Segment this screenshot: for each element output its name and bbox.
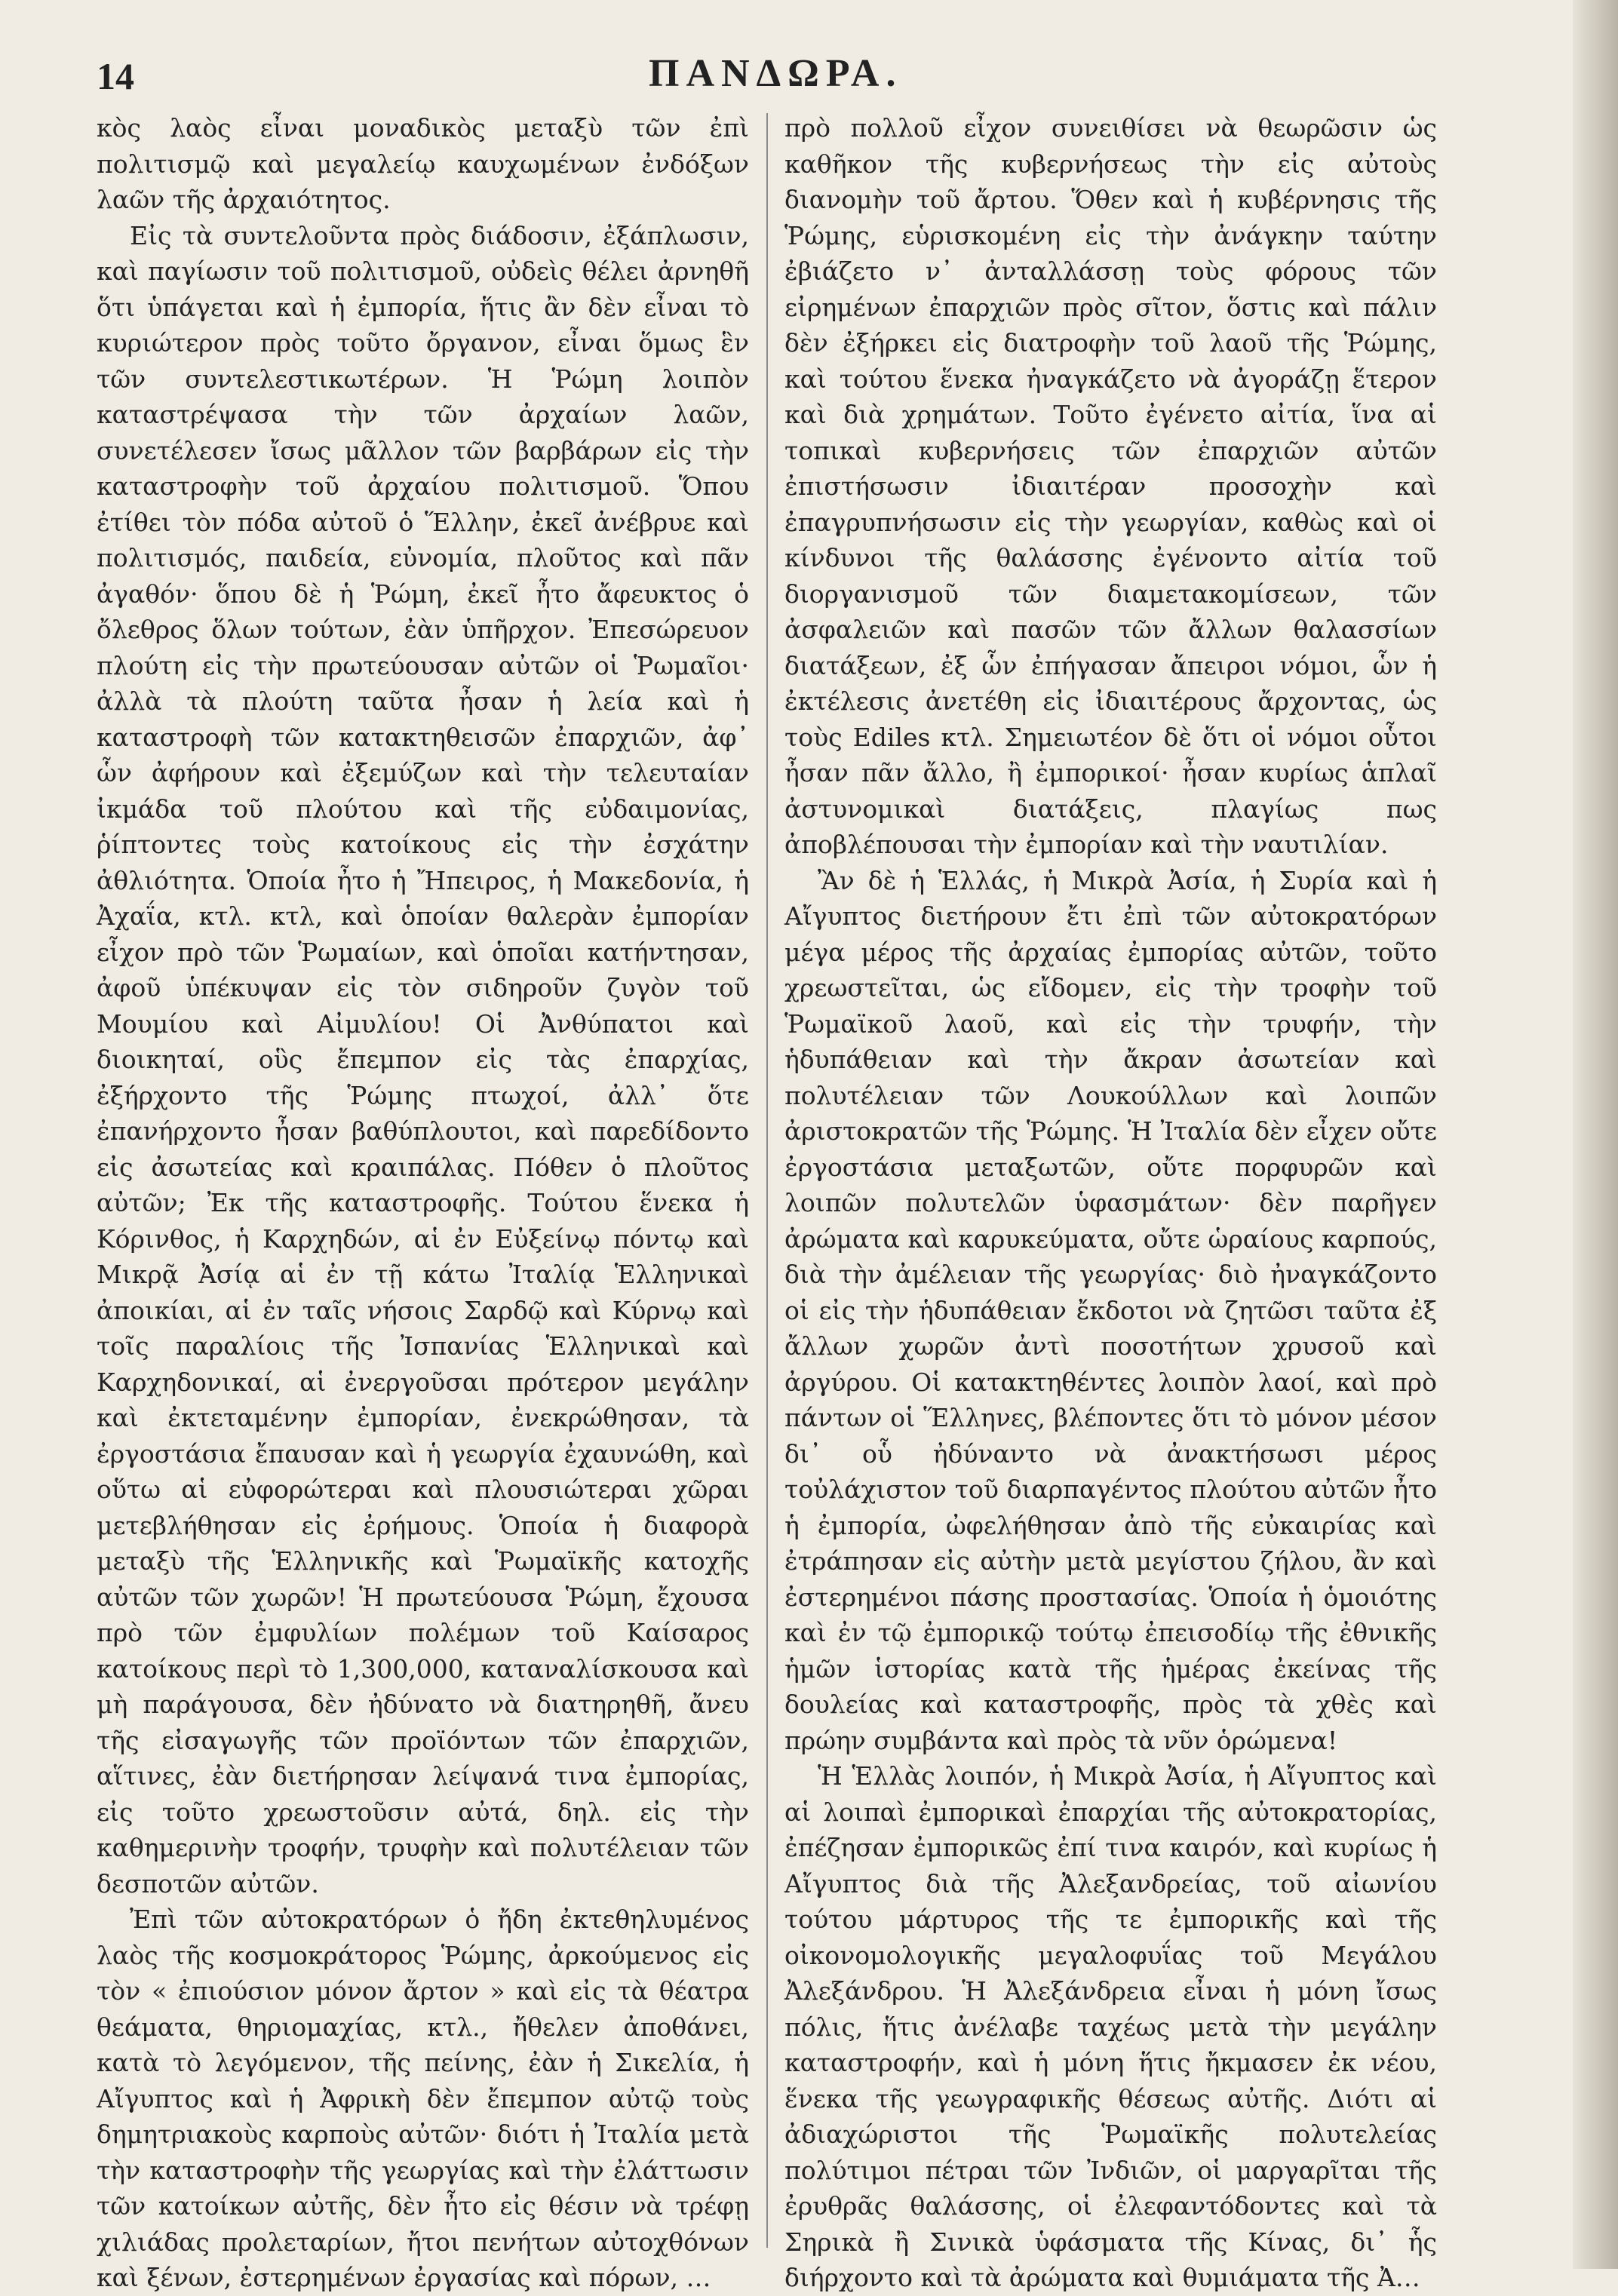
paragraph: κὸς λαὸς εἶναι μοναδικὸς μεταξὺ τῶν ἐπὶ πολιτισμῷ καὶ μεγαλείῳ καυχωμένων ἐνδόξων λαῶν τῆς ἀρχαιότητος.	[97, 113, 749, 214]
paragraph: Ἂν δὲ ἡ Ἑλλάς, ἡ Μικρὰ Ἀσία, ἡ Συρία καὶ ἡ Αἴγυπτος διετήρουν ἔτι ἐπὶ τῶν αὐτοκρατόρων μέγα μέρος τῆς ἀρχαίας ἐμπορίας αὐτῶν, τοῦτο χρεωστεῖται, ὡς εἴδομεν, εἰς τὴν τροφὴν τοῦ Ῥωμαϊκοῦ λαοῦ, καὶ εἰς τὴν τρυφήν, τὴν ἡδυπάθειαν καὶ τὴν ἄκραν ἀσωτείαν καὶ πολυτέλειαν τῶν Λουκούλλων καὶ λοιπῶν ἀριστοκρατῶν τῆς Ῥώμης. Ἡ Ἰταλία δὲν εἶχεν οὔτε ἐργοστάσια μεταξωτῶν, οὔτε πορφυρῶν καὶ λοιπῶν πολυτελῶν ὑφασμάτων· δὲν παρῆγεν ἀρώματα καὶ καρυκεύματα, οὔτε ὡραίους καρπούς, διὰ τὴν ἀμέλειαν τῆς γεωργίας· διὸ ἠναγκάζοντο οἱ εἰς τὴν ἡδυπάθειαν ἔκδοτοι νὰ ζητῶσι ταῦτα ἐξ ἄλλων χωρῶν ἀντὶ ποσοτήτων χρυσοῦ καὶ ἀργύρου. Οἱ κατακτηθέντες λοιπὸν λαοί, καὶ πρὸ πάντων οἱ Ἕλληνες, βλέποντες ὅτι τὸ μόνον μέσον δι᾽ οὗ ἠδύναντο νὰ ἀνακτήσωσι μέρος τοὐλάχιστον τοῦ διαρπαγέντος πλούτου αὐτῶν ἦτο ἡ ἐμπορία, ὠφελήθησαν ἀπὸ τῆς εὐκαιρίας καὶ ἐτράπησαν εἰς αὐτὴν μετὰ μεγίστου ζήλου, ἂν καὶ ἐστερημένοι πάσης προστασίας. Ὁποία ἡ ὁμοιότης καὶ ἐν τῷ ἐμπορικῷ τούτῳ ἐπεισοδίῳ τῆς ἐθνικῆς ἡμῶν ἱστορίας κατὰ τῆς ἡμέρας ἐκείνας τῆς δουλείας καὶ καταστροφῆς, πρὸς τὰ χθὲς καὶ πρώην συμβάντα καὶ πρὸς τὰ νῦν ὁρώμενα!	[784, 865, 1437, 1755]
page-header	[0, 0, 1618, 113]
paragraph: Ἡ Ἑλλὰς λοιπόν, ἡ Μικρὰ Ἀσία, ἡ Αἴγυπτος καὶ αἱ λοιπαὶ ἐμπορικαὶ ἐπαρχίαι τῆς αὐτοκρατορίας, ἐπέζησαν ἐμπορικῶς ἐπί τινα καιρόν, καὶ κυρίως ἡ Αἴγυπτος διὰ τῆς Ἀλεξανδρείας, τοῦ αἰωνίου τούτου μάρτυρος τῆς τε ἐμπορικῆς καὶ τῆς οἰκονομολογικῆς μεγαλοφυΐας τοῦ Μεγάλου Ἀλεξάνδρου. Ἡ Ἀλεξάνδρεια εἶναι ἡ μόνη ἴσως πόλις, ἥτις ἀνέλαβε ταχέως μετὰ τὴν μεγάλην καταστροφήν, καὶ ἡ μόνη ἥτις ἤκμασεν ἐκ νέου, ἕνεκα τῆς γεωγραφικῆς θέσεως αὐτῆς. Διότι αἱ ἀδιαχώριστοι τῆς Ῥωμαϊκῆς πολυτελείας πολύτιμοι πέτραι τῶν Ἰνδιῶν, οἱ μαργαρῖται τῆς ἐρυθρᾶς θαλάσσης, οἱ ἐλεφαντόδοντες καὶ τὰ Σηρικὰ ἢ Σινικὰ ὑφάσματα τῆς Κίνας, δι᾽ ἧς διήρχοντο καὶ τὰ ἀρώματα καὶ θυμιάματα τῆς Ἀ…	[784, 1761, 1437, 2292]
column-divider	[766, 113, 768, 2248]
page-edge	[1573, 0, 1618, 2269]
paragraph: Εἰς τὰ συντελοῦντα πρὸς διάδοσιν, ἐξάπλωσιν, καὶ παγίωσιν τοῦ πολιτισμοῦ, οὐδεὶς θέλει ἀρνηθῆ ὅτι ὑπάγεται καὶ ἡ ἐμπορία, ἥτις ἂν δὲν εἶναι τὸ κυριώτερον πρὸς τοῦτο ὄργανον, εἶναι ὅμως ἓν τῶν συντελεστικωτέρων. Ἡ Ῥώμη λοιπὸν καταστρέψασα τὴν τῶν ἀρχαίων λαῶν, συνετέλεσεν ἴσως μᾶλλον τῶν βαρβάρων εἰς τὴν καταστροφὴν τοῦ ἀρχαίου πολιτισμοῦ. Ὅπου ἐτίθει τὸν πόδα αὐτοῦ ὁ Ἕλλην, ἐκεῖ ἀνέβρυε καὶ πολιτισμός, παιδεία, εὐνομία, πλοῦτος καὶ πᾶν ἀγαθόν· ὅπου δὲ ἡ Ῥώμη, ἐκεῖ ἦτο ἄφευκτος ὁ ὄλεθρος ὅλων τούτων, ἐὰν ὑπῆρχον. Ἐπεσώρευον πλούτη εἰς τὴν πρωτεύουσαν αὐτῶν οἱ Ῥωμαῖοι· ἀλλὰ τὰ πλούτη ταῦτα ἦσαν ἡ λεία καὶ ἡ καταστροφὴ τῶν κατακτηθεισῶν ἐπαρχιῶν, ἀφ᾽ ὧν ἀφήρουν καὶ ἐξεμύζων καὶ τὴν τελευταίαν ἰκμάδα τοῦ πλούτου καὶ τῆς εὐδαιμονίας, ῥίπτοντες τοὺς κατοίκους εἰς τὴν ἐσχάτην ἀθλιότητα. Ὁποία ἦτο ἡ Ἤπειρος, ἡ Μακεδονία, ἡ Ἀχαΐα, κτλ. κτλ, καὶ ὁποίαν θαλερὰν ἐμπορίαν εἶχον πρὸ τῶν Ῥωμαίων, καὶ ὁποῖαι κατήντησαν, ἀφοῦ ὑπέκυψαν εἰς τὸν σιδηροῦν ζυγὸν τοῦ Μουμίου καὶ Αἰμυλίου! Οἱ Ἀνθύπατοι καὶ διοικηταί, οὓς ἔπεμπον εἰς τὰς ἐπαρχίας, ἐξήρχοντο τῆς Ῥώμης πτωχοί, ἀλλ᾽ ὅτε ἐπανήρχοντο ἦσαν βαθύπλουτοι, καὶ παρεδίδοντο εἰς ἀσωτείας καὶ κραιπάλας. Πόθεν ὁ πλοῦτος αὐτῶν; Ἐκ τῆς καταστροφῆς. Τούτου ἕνεκα ἡ Κόρινθος, ἡ Καρχηδών, αἱ ἐν Εὐξείνῳ πόντῳ καὶ Μικρᾷ Ἀσίᾳ αἱ ἐν τῇ κάτω Ἰταλίᾳ Ἑλληνικαὶ ἀποικίαι, αἱ ἐν ταῖς νήσοις Σαρδῷ καὶ Κύρνῳ καὶ τοῖς παραλίοις τῆς Ἰσπανίας Ἑλληνικαὶ καὶ Καρχηδονικαί, αἱ ἐνεργοῦσαι πρότερον μεγάλην καὶ ἐκτεταμένην ἐμπορίαν, ἐνεκρώθησαν, τὰ ἐργοστάσια ἔπαυσαν καὶ ἡ γεωργία ἐχαυνώθη, καὶ οὕτω αἱ εὐφορώτεραι καὶ πλουσιώτεραι χῶραι μετεβλήθησαν εἰς ἐρήμους. Ὁποία ἡ διαφορὰ μεταξὺ τῆς Ἑλληνικῆς καὶ Ῥωμαϊκῆς κατοχῆς αὐτῶν τῶν χωρῶν! Ἡ πρωτεύουσα Ῥώμη, ἔχουσα πρὸ τῶν ἐμφυλίων πολέμων τοῦ Καίσαρος κατοίκους περὶ τὸ 1,300,000, καταναλίσκουσα καὶ μὴ παράγουσα, δὲν ἠδύνατο νὰ διατηρηθῆ, ἄνευ τῆς εἰσαγωγῆς τῶν προϊόντων τῶν ἐπαρχιῶν, αἵτινες, ἐὰν διετήρησαν λείψανά τινα ἐμπορίας, εἰς τοῦτο χρεωστοῦσιν αὐτά, δηλ. εἰς τὴν καθημερινὴν τροφήν, τρυφὴν καὶ πολυτέλειαν τῶν δεσποτῶν αὐτῶν.	[97, 220, 749, 1898]
page-number: 14	[97, 55, 134, 97]
running-title: ΠΑΝΔΩΡΑ.	[649, 52, 903, 95]
right-column	[784, 110, 1437, 2292]
paragraph: πρὸ πολλοῦ εἶχον συνειθίσει νὰ θεωρῶσιν ὡς καθῆκον τῆς κυβερνήσεως τὴν εἰς αὐτοὺς διανομὴν τοῦ ἄρτου. Ὅθεν καὶ ἡ κυβέρνησις τῆς Ῥώμης, εὑρισκομένη εἰς τὴν ἀνάγκην ταύτην ἐβιάζετο ν᾽ ἀνταλλάσσῃ τοὺς φόρους τῶν εἰρημένων ἐπαρχιῶν πρὸς σῖτον, ὅστις καὶ πάλιν δὲν ἐξήρκει εἰς διατροφὴν τοῦ λαοῦ τῆς Ῥώμης, καὶ τούτου ἕνεκα ἠναγκάζετο νὰ ἀγοράζῃ ἕτερον καὶ διὰ χρημάτων. Τοῦτο ἐγένετο αἰτία, ἵνα αἱ τοπικαὶ κυβερνήσεις τῶν ἐπαρχιῶν αὐτῶν ἐπιστήσωσιν ἰδιαιτέραν προσοχὴν καὶ ἐπαγρυπνήσωσιν εἰς τὴν γεωργίαν, καθὼς καὶ οἱ κίνδυνοι τῆς θαλάσσης ἐγένοντο αἰτία τοῦ διοργανισμοῦ τῶν διαμετακομίσεων, τῶν ἀσφαλειῶν καὶ πασῶν τῶν ἄλλων θαλασσίων διατάξεων, ἐξ ὧν ἐπήγασαν ἄπειροι νόμοι, ὧν ἡ ἐκτέλεσις ἀνετέθη εἰς ἰδιαιτέρους ἄρχοντας, ὡς τοὺς Ediles κτλ. Σημειωτέον δὲ ὅτι οἱ νόμοι οὗτοι ἦσαν πᾶν ἄλλο, ἢ ἐμπορικοί· ἦσαν κυρίως ἁπλαῖ ἀστυνομικαὶ διατάξεις, πλαγίως πως ἀποβλέπουσαι τὴν ἐμπορίαν καὶ τὴν ναυτιλίαν.	[784, 113, 1437, 859]
left-column	[97, 110, 749, 2292]
paragraph: Ἐπὶ τῶν αὐτοκρατόρων ὁ ἤδη ἐκτεθηλυμένος λαὸς τῆς κοσμοκράτορος Ῥώμης, ἀρκούμενος εἰς τὸν « ἐπιούσιον μόνον ἄρτον » καὶ εἰς τὰ θέατρα θεάματα, θηριομαχίας, κτλ., ἤθελεν ἀποθάνει, κατὰ τὸ λεγόμενον, τῆς πείνης, ἐὰν ἡ Σικελία, ἡ Αἴγυπτος καὶ ἡ Ἀφρικὴ δὲν ἔπεμπον αὐτῷ τοὺς δημητριακοὺς καρποὺς αὐτῶν· διότι ἡ Ἰταλία μετὰ τὴν καταστροφὴν τῆς γεωργίας καὶ τὴν ἐλάττωσιν τῶν κατοίκων αὐτῆς, δὲν ἦτο εἰς θέσιν νὰ τρέφῃ χιλιάδας προλεταρίων, ἤτοι πενήτων αὐτοχθόνων καὶ ξένων, ἐστερημένων ἐργασίας καὶ πόρων, …	[97, 1905, 749, 2292]
